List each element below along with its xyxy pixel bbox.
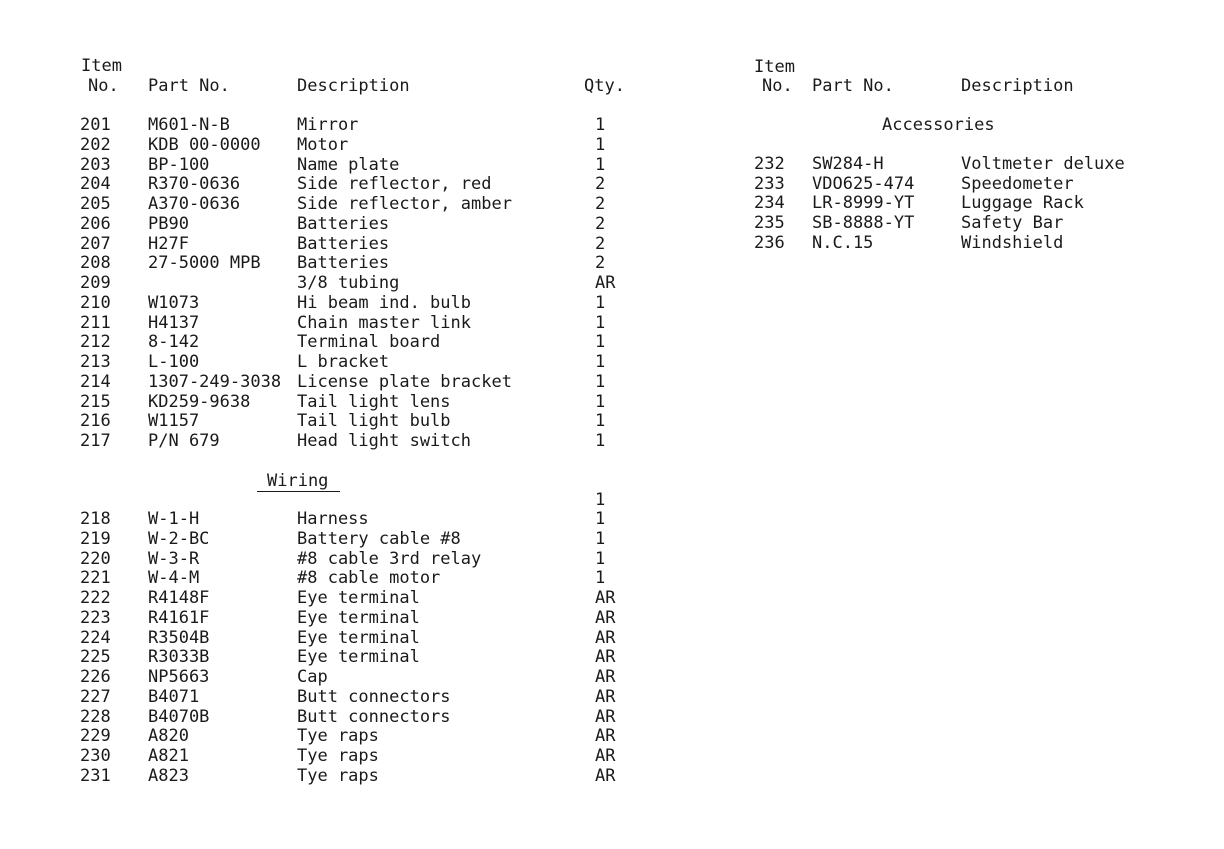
- table-cell-item: 211: [80, 312, 111, 333]
- table-cell-item: 217: [80, 431, 111, 451]
- table-cell-qty: AR: [595, 706, 616, 727]
- table-cell-qty: AR: [595, 765, 616, 786]
- table-cell-item: 203: [80, 154, 111, 175]
- table-cell-part: LR-8999-YT: [812, 193, 915, 214]
- table-cell-part: M601-N-B: [148, 115, 230, 135]
- table-cell-part: R3504B: [148, 627, 210, 648]
- table-cell-item: 231: [80, 765, 111, 786]
- table-cell-part: 8-142: [148, 332, 200, 353]
- right-header-item-line1: Item: [754, 57, 795, 77]
- table-cell-part: B4070B: [148, 706, 210, 727]
- table-cell-part: 27-5000 MPB: [148, 253, 261, 274]
- table-cell-part: A823: [148, 765, 189, 786]
- table-cell-part: SB-8888-YT: [812, 213, 915, 234]
- table-cell-part: W-2-BC: [148, 528, 210, 549]
- table-cell-item: 236: [754, 232, 785, 253]
- left-header-item-line1: Item: [81, 56, 122, 76]
- table-cell-part: SW284-H: [812, 154, 884, 174]
- table-cell-item: 215: [80, 391, 111, 412]
- table-cell-item: 232: [754, 154, 785, 174]
- table-cell-item: 234: [754, 193, 785, 214]
- table-cell-part: A821: [148, 746, 189, 766]
- table-cell-part: L-100: [148, 352, 200, 372]
- table-cell-part: B4071: [148, 686, 200, 707]
- table-cell-description: Motor: [297, 134, 349, 155]
- table-cell-description: Hi beam ind. bulb: [297, 292, 471, 313]
- table-cell-description: Side reflector, red: [297, 174, 492, 195]
- table-cell-description: #8 cable motor: [297, 568, 441, 589]
- table-cell-qty: 1: [595, 509, 606, 529]
- table-cell-qty: AR: [595, 667, 616, 687]
- table-cell-part: PB90: [148, 213, 189, 234]
- table-cell-item: 226: [80, 667, 111, 687]
- table-cell-description: Name plate: [297, 154, 400, 175]
- table-cell-item: 219: [80, 528, 111, 549]
- table-cell-item: 210: [80, 292, 111, 313]
- table-cell-item: 228: [80, 706, 111, 727]
- table-cell-item: 221: [80, 568, 111, 589]
- right-header-description: Description: [961, 76, 1074, 96]
- table-cell-description: Eye terminal: [297, 607, 420, 628]
- table-cell-part: N.C.15: [812, 232, 874, 253]
- table-cell-qty: 1: [595, 154, 606, 175]
- table-cell-description: Butt connectors: [297, 686, 451, 707]
- table-cell-part: W-1-H: [148, 509, 200, 529]
- left-header-description: Description: [297, 76, 410, 96]
- table-cell-item: 235: [754, 213, 785, 234]
- table-cell-part: R4161F: [148, 607, 210, 628]
- table-cell-qty: 1: [595, 352, 606, 372]
- table-cell-qty: AR: [595, 607, 616, 628]
- table-cell-item: 223: [80, 607, 111, 628]
- table-cell-qty: 1: [595, 371, 606, 392]
- left-header-item-line2: No.: [88, 76, 119, 96]
- table-cell-part: KD259-9638: [148, 391, 251, 412]
- table-cell-part: H27F: [148, 233, 189, 254]
- table-cell-item: 220: [80, 548, 111, 569]
- table-cell-item: 218: [80, 509, 111, 529]
- table-cell-item: 201: [80, 115, 111, 135]
- table-cell-description: Safety Bar: [961, 213, 1064, 234]
- table-cell-qty: AR: [595, 588, 616, 608]
- table-cell-part: R370-0636: [148, 174, 241, 195]
- table-cell-description: Tye raps: [297, 726, 379, 747]
- table-cell-qty: 1: [595, 292, 606, 313]
- table-cell-description: Luggage Rack: [961, 193, 1084, 214]
- table-cell-description: Batteries: [297, 213, 390, 234]
- table-cell-item: 212: [80, 332, 111, 353]
- table-cell-part: H4137: [148, 312, 200, 333]
- table-cell-qty: 1: [595, 548, 606, 569]
- table-cell-qty: 1: [595, 332, 606, 353]
- table-cell-part: 1307-249-3038: [148, 371, 282, 392]
- table-cell-item: 209: [80, 273, 111, 293]
- table-cell-qty: 1: [595, 411, 606, 432]
- table-cell-description: Mirror: [297, 115, 359, 135]
- table-cell-description: Tail light bulb: [297, 411, 451, 432]
- table-cell-item: 229: [80, 726, 111, 747]
- table-cell-qty: AR: [595, 627, 616, 648]
- table-cell-description: Head light switch: [297, 431, 471, 451]
- table-cell-item: 202: [80, 134, 111, 155]
- table-cell-description: Tye raps: [297, 765, 379, 786]
- table-cell-qty: 1: [595, 528, 606, 549]
- table-cell-qty: 1: [595, 115, 606, 135]
- table-cell-item: 227: [80, 686, 111, 707]
- table-cell-qty: 2: [595, 174, 606, 195]
- table-cell-description: Butt connectors: [297, 706, 451, 727]
- wiring-extra-qty: 1: [595, 490, 606, 510]
- table-cell-part: W-3-R: [148, 548, 200, 569]
- table-cell-description: Eye terminal: [297, 588, 420, 608]
- table-cell-description: Eye terminal: [297, 647, 420, 668]
- table-cell-description: Side reflector, amber: [297, 194, 512, 214]
- table-cell-qty: 1: [595, 568, 606, 589]
- table-cell-part: W1073: [148, 292, 200, 313]
- table-cell-item: 222: [80, 588, 111, 608]
- table-cell-description: Tye raps: [297, 746, 379, 766]
- table-cell-part: P/N 679: [148, 431, 220, 451]
- table-cell-part: NP5663: [148, 667, 210, 687]
- table-cell-part: R4148F: [148, 588, 210, 608]
- table-cell-item: 208: [80, 253, 111, 274]
- table-cell-description: Voltmeter deluxe: [961, 154, 1125, 174]
- table-cell-part: W1157: [148, 411, 200, 432]
- table-cell-qty: 1: [595, 431, 606, 451]
- table-cell-part: W-4-M: [148, 568, 200, 589]
- left-header-part-no: Part No.: [148, 76, 230, 96]
- table-cell-qty: 1: [595, 134, 606, 155]
- table-cell-qty: AR: [595, 726, 616, 747]
- table-cell-description: Battery cable #8: [297, 528, 461, 549]
- table-cell-description: L bracket: [297, 352, 390, 372]
- table-cell-qty: AR: [595, 686, 616, 707]
- table-cell-item: 224: [80, 627, 111, 648]
- table-cell-qty: AR: [595, 273, 616, 293]
- table-cell-item: 216: [80, 411, 111, 432]
- table-cell-description: Harness: [297, 509, 369, 529]
- table-cell-qty: 1: [595, 391, 606, 412]
- table-cell-item: 230: [80, 746, 111, 766]
- right-header-item-line2: No.: [762, 76, 793, 96]
- table-cell-qty: 2: [595, 194, 606, 214]
- table-cell-qty: 2: [595, 233, 606, 254]
- wiring-title-underline: [257, 491, 340, 492]
- table-cell-part: KDB 00-0000: [148, 134, 261, 155]
- table-cell-description: Windshield: [961, 232, 1064, 253]
- wiring-section-title: Wiring: [267, 471, 329, 491]
- table-cell-item: 213: [80, 352, 111, 372]
- table-cell-qty: 2: [595, 213, 606, 234]
- table-cell-item: 206: [80, 213, 111, 234]
- table-cell-description: Chain master link: [297, 312, 471, 333]
- table-cell-item: 233: [754, 173, 785, 194]
- table-cell-description: Eye terminal: [297, 627, 420, 648]
- table-cell-part: R3033B: [148, 647, 210, 668]
- left-header-qty: Qty.: [584, 76, 625, 96]
- table-cell-description: 3/8 tubing: [297, 273, 400, 293]
- table-cell-item: 214: [80, 371, 111, 392]
- right-header-part-no: Part No.: [812, 76, 894, 96]
- table-cell-qty: AR: [595, 746, 616, 766]
- table-cell-item: 207: [80, 233, 111, 254]
- table-cell-item: 225: [80, 647, 111, 668]
- table-cell-description: #8 cable 3rd relay: [297, 548, 482, 569]
- table-cell-description: Cap: [297, 667, 328, 687]
- table-cell-item: 204: [80, 174, 111, 195]
- table-cell-item: 205: [80, 194, 111, 214]
- table-cell-description: Terminal board: [297, 332, 441, 353]
- table-cell-part: A820: [148, 726, 189, 747]
- table-cell-description: License plate bracket: [297, 371, 512, 392]
- table-cell-qty: 2: [595, 253, 606, 274]
- table-cell-qty: AR: [595, 647, 616, 668]
- table-cell-part: A370-0636: [148, 194, 241, 214]
- table-cell-part: VDO625-474: [812, 173, 915, 194]
- accessories-section-title: Accessories: [882, 115, 995, 135]
- table-cell-description: Batteries: [297, 233, 390, 254]
- table-cell-description: Tail light lens: [297, 391, 451, 412]
- table-cell-description: Batteries: [297, 253, 390, 274]
- table-cell-qty: 1: [595, 312, 606, 333]
- table-cell-part: BP-100: [148, 154, 210, 175]
- table-cell-description: Speedometer: [961, 173, 1074, 194]
